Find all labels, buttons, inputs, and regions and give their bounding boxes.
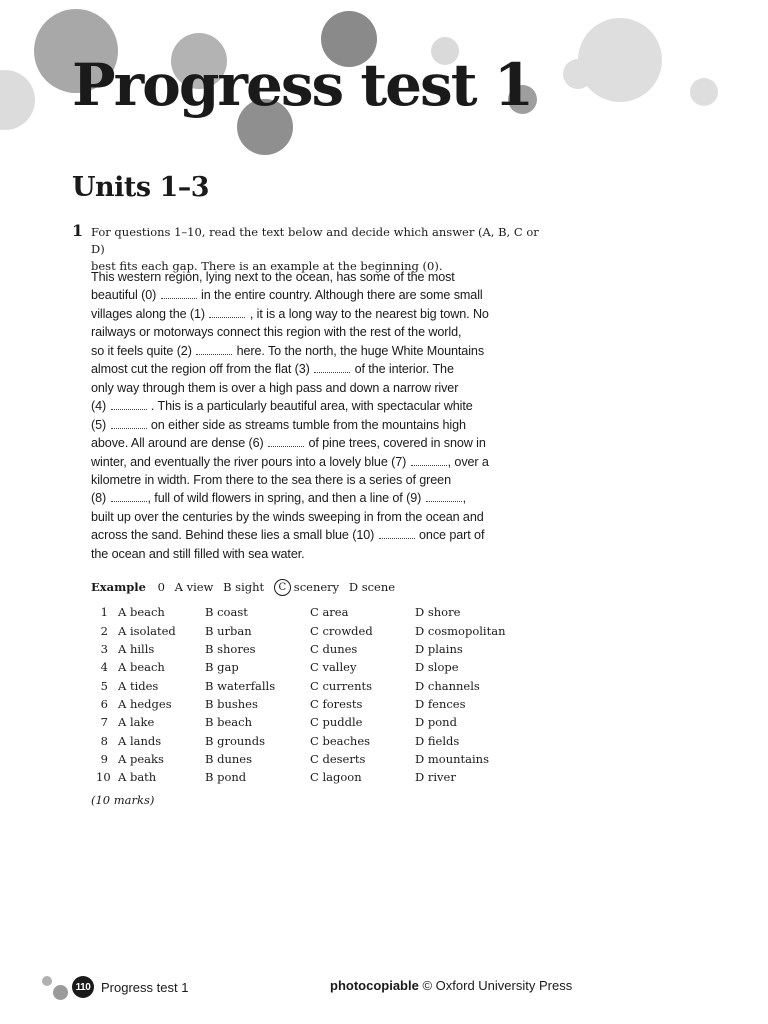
- option-row: [86, 676, 525, 694]
- passage-line: so it feels quite (2) here. To the north, the huge White Mountains: [91, 343, 485, 358]
- option-a: A isolated: [118, 623, 176, 638]
- photocopiable-label: photocopiable: [330, 978, 419, 993]
- option-c: C puddle: [310, 715, 363, 730]
- option-a: A lands: [118, 733, 162, 748]
- instruction-line: best fits each gap. There is an example at the beginning (0).: [91, 259, 443, 273]
- option-b: B gap: [205, 660, 239, 675]
- option-row: [86, 621, 525, 639]
- option-row: [86, 658, 525, 676]
- option-number: 7: [100, 715, 108, 730]
- reading-passage: [91, 268, 536, 563]
- gap-blank: [161, 288, 197, 299]
- option-a: A hills: [118, 641, 155, 656]
- gap-blank: [209, 307, 245, 318]
- passage-line: built up over the centuries by the winds sweeping in from the ocean and: [91, 509, 484, 524]
- option-b: B shores: [205, 641, 256, 656]
- option-d: D shore: [415, 605, 461, 620]
- option-number: 1: [100, 605, 108, 620]
- option-row: [86, 768, 525, 786]
- option-b: B bushes: [205, 696, 258, 711]
- passage-line: kilometre in width. From there to the sea there is a series of green: [91, 472, 451, 487]
- option-number: 10: [96, 770, 111, 785]
- decorative-circle: [578, 18, 662, 102]
- option-number: 5: [100, 678, 108, 693]
- passage-line: the ocean and still filled with sea water.: [91, 546, 305, 561]
- option-c: C beaches: [310, 733, 371, 748]
- gap-blank: [426, 491, 462, 502]
- footer-left: [72, 976, 188, 998]
- passage-line: above. All around are dense (6) of pine trees, covered in snow in: [91, 436, 486, 451]
- option-number: 6: [100, 696, 108, 711]
- option-d: D pond: [415, 715, 457, 730]
- gap-blank: [111, 399, 147, 410]
- decorative-circle: [0, 70, 35, 130]
- option-b: B urban: [205, 623, 252, 638]
- answer-options-table: [86, 603, 525, 786]
- option-c: C deserts: [310, 751, 366, 766]
- option-b: B pond: [205, 770, 247, 785]
- option-c: C area: [310, 605, 349, 620]
- example-option-b: B sight: [223, 580, 265, 594]
- option-a: A beach: [118, 605, 165, 620]
- option-b: B dunes: [205, 751, 252, 766]
- option-number: 8: [100, 733, 108, 748]
- option-row: [86, 713, 525, 731]
- option-a: A bath: [118, 770, 157, 785]
- option-d: D cosmopolitan: [415, 623, 506, 638]
- option-number: 4: [100, 660, 108, 675]
- units-heading: Units 1–3: [72, 172, 210, 203]
- option-d: D plains: [415, 641, 463, 656]
- option-a: A beach: [118, 660, 165, 675]
- option-row: [86, 640, 525, 658]
- question-number: 1: [72, 221, 84, 240]
- passage-line: almost cut the region off from the flat (3) of the interior. The: [91, 362, 454, 377]
- footer-copyright: [330, 978, 572, 993]
- instruction-line: For questions 1–10, read the text below and decide which answer (A, B, C or D): [91, 225, 539, 256]
- option-number: 2: [100, 623, 108, 638]
- option-b: B coast: [205, 605, 248, 620]
- gap-blank: [379, 528, 415, 539]
- option-b: B beach: [205, 715, 252, 730]
- option-a: A hedges: [118, 696, 172, 711]
- option-a: A peaks: [118, 751, 164, 766]
- option-c: C dunes: [310, 641, 358, 656]
- option-c: C crowded: [310, 623, 373, 638]
- gap-blank: [268, 436, 304, 447]
- option-d: D fences: [415, 696, 466, 711]
- passage-line: railways or motorways connect this region with the rest of the world,: [91, 325, 462, 340]
- option-b: B waterfalls: [205, 678, 276, 693]
- page-number-badge: 110: [72, 976, 94, 998]
- option-row: [86, 731, 525, 749]
- copyright-text: © Oxford University Press: [422, 978, 573, 993]
- passage-line: villages along the (1) , it is a long way to the nearest big town. No: [91, 306, 489, 321]
- option-d: D channels: [415, 678, 480, 693]
- gap-blank: [111, 491, 147, 502]
- decorative-circle: [690, 78, 718, 106]
- option-row: [86, 603, 525, 621]
- option-d: D slope: [415, 660, 459, 675]
- decorative-circle: [53, 985, 68, 1000]
- option-a: A lake: [118, 715, 155, 730]
- gap-blank: [196, 344, 232, 355]
- option-a: A tides: [118, 678, 159, 693]
- option-c: C valley: [310, 660, 357, 675]
- decorative-circle: [42, 976, 52, 986]
- passage-line: beautiful (0) in the entire country. Although there are some small: [91, 288, 483, 303]
- passage-line: This western region, lying next to the ocean, has some of the most: [91, 270, 455, 284]
- option-number: 3: [100, 641, 108, 656]
- gap-blank: [111, 418, 147, 429]
- footer-label: Progress test 1: [101, 979, 189, 995]
- example-row: [91, 578, 401, 597]
- option-c: C currents: [310, 678, 373, 693]
- passage-line: only way through them is over a high pass and down a narrow river: [91, 380, 459, 395]
- option-number: 9: [100, 751, 108, 766]
- passage-line: across the sand. Behind these lies a small blue (10) once part of: [91, 528, 485, 543]
- passage-line: (8) , full of wild flowers in spring, and then a line of (9) ,: [91, 491, 467, 506]
- option-d: D fields: [415, 733, 460, 748]
- circled-answer-icon: C: [274, 579, 291, 596]
- example-label: Example: [91, 580, 146, 594]
- example-number: 0: [157, 580, 165, 594]
- passage-line: (4) . This is a particularly beautiful area, with spectacular white: [91, 399, 473, 414]
- option-d: D mountains: [415, 751, 489, 766]
- example-option-a: A view: [174, 580, 214, 594]
- gap-blank: [314, 362, 350, 373]
- example-option-c: scenery: [293, 580, 340, 594]
- option-c: C forests: [310, 696, 363, 711]
- marks-note: (10 marks): [91, 793, 155, 807]
- option-d: D river: [415, 770, 456, 785]
- passage-line: winter, and eventually the river pours into a lovely blue (7) , over a: [91, 454, 489, 469]
- example-option-d: D scene: [348, 580, 396, 594]
- option-c: C lagoon: [310, 770, 362, 785]
- option-row: [86, 750, 525, 768]
- option-b: B grounds: [205, 733, 265, 748]
- page-title: Progress test 1: [72, 51, 533, 119]
- passage-line: (5) on either side as streams tumble from the mountains high: [91, 417, 466, 432]
- gap-blank: [411, 455, 447, 466]
- option-row: [86, 695, 525, 713]
